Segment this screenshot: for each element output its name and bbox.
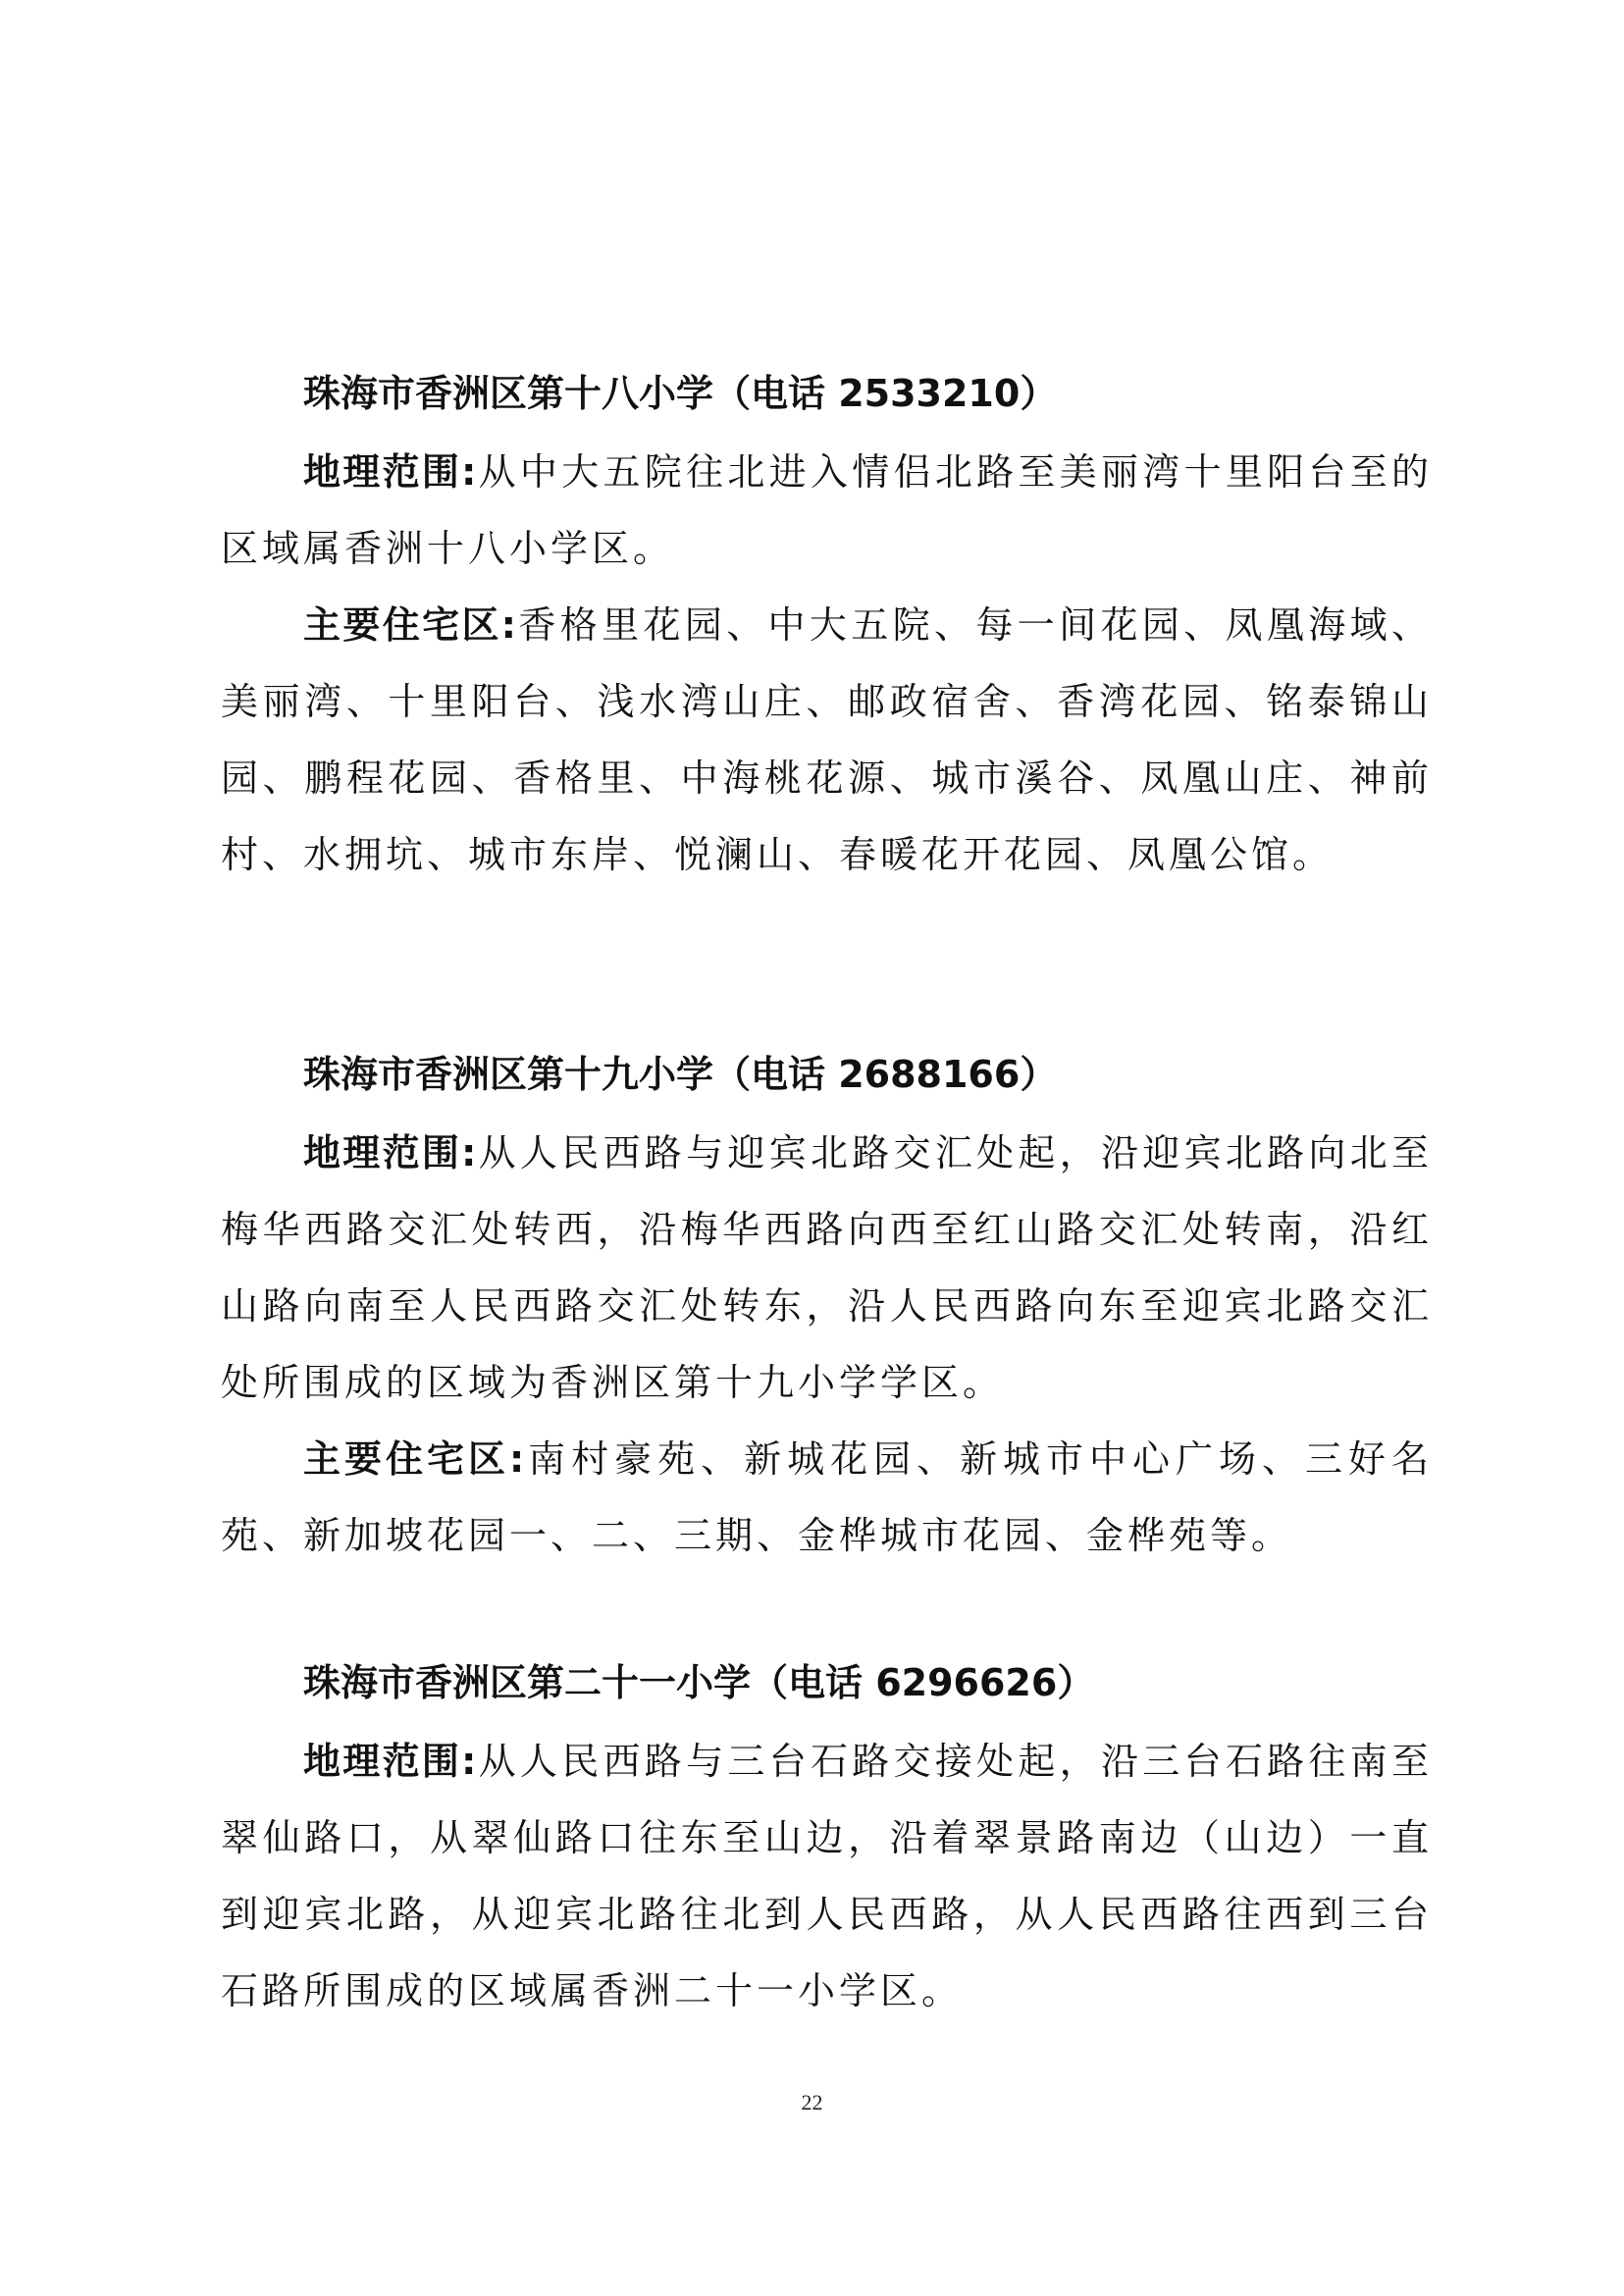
residential-areas-text: 南村豪苑、新城花园、新城市中心广场、三好名苑、新加坡花园一、二、三期、金桦城市花园、金桦苑等。	[221, 1437, 1433, 1557]
school-section-19	[221, 1050, 1433, 1574]
residential-areas-label: 主要住宅区:	[303, 603, 519, 647]
residential-areas-paragraph	[221, 1421, 1433, 1574]
geographic-range-text: 从中大五院往北进入情侣北路至美丽湾十里阳台至的区域属香洲十八小学区。	[221, 450, 1433, 570]
residential-areas-text: 香格里花园、中大五院、每一间花园、凤凰海域、美丽湾、十里阳台、浅水湾山庄、邮政宿舍、香湾花园、铭泰锦山园、鹏程花园、香格里、中海桃花源、城市溪谷、凤凰山庄、神前村、水拥坑、城市东岸、悦澜山、春暖花开花园、凤凰公馆。	[221, 603, 1433, 876]
geographic-range-paragraph	[221, 1115, 1433, 1421]
page-number: 22	[801, 2090, 823, 2114]
geographic-range-paragraph	[221, 434, 1433, 587]
school-section-18	[221, 369, 1433, 893]
residential-areas-paragraph	[221, 587, 1433, 893]
geographic-range-paragraph	[221, 1723, 1433, 2029]
geographic-range-text: 从人民西路与迎宾北路交汇处起，沿迎宾北路向北至梅华西路交汇处转西，沿梅华西路向西至红山路交汇处转南，沿红山路向南至人民西路交汇处转东，沿人民西路向东至迎宾北路交汇处所围成的区域为香洲区第十九小学学区。	[221, 1131, 1433, 1404]
residential-areas-label: 主要住宅区:	[303, 1437, 527, 1481]
school-title: 珠海市香洲区第十八小学（电话 2533210）	[303, 372, 1058, 415]
school-title: 珠海市香洲区第十九小学（电话 2688166）	[303, 1053, 1058, 1096]
geographic-range-label: 地理范围:	[303, 450, 479, 494]
school-section-21	[221, 1658, 1433, 2029]
geographic-range-text: 从人民西路与三台石路交接处起，沿三台石路往南至翠仙路口，从翠仙路口往东至山边，沿着翠景路南边（山边）一直到迎宾北路，从迎宾北路往北到人民西路，从人民西路往西到三台石路所围成的区域属香洲二十一小学区。	[221, 1740, 1433, 2012]
geographic-range-label: 地理范围:	[303, 1131, 479, 1174]
school-title: 珠海市香洲区第二十一小学（电话 6296626）	[303, 1661, 1095, 1704]
geographic-range-label: 地理范围:	[303, 1740, 479, 1783]
